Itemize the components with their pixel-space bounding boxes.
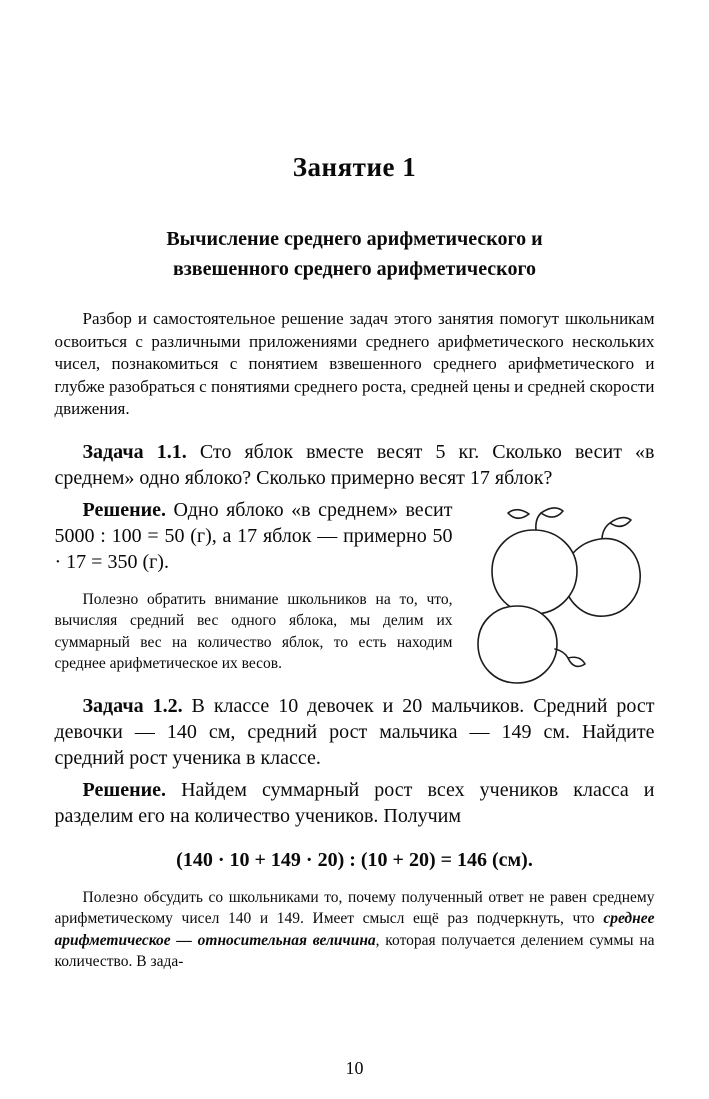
lesson-title-line2: взвешенного среднего арифметического <box>172 258 537 280</box>
note-2-paragraph <box>55 887 655 973</box>
note-2-emphasis: среднее арифметическое — относительная величина <box>54 910 655 949</box>
apples-drawing-icon <box>468 493 655 688</box>
lesson-title-line1: Вычисление среднего арифметического и <box>166 228 543 250</box>
formula-line: (140 · 10 + 149 · 20) : (10 + 20) = 146 (см). <box>176 848 533 871</box>
task-1-1-label: Задача 1.1. <box>82 440 187 463</box>
solution-1-1-label: Решение. <box>82 498 167 521</box>
lesson-title <box>55 224 655 284</box>
intro-paragraph: Разбор и самостоятельное решение задач этого занятия помогут школьникам освоиться с различными приложениями среднего арифметического нескольких чисел, познакомиться с понятием взвешенного среднего арифметического и глубже разобраться с понятиями среднего роста, средней цены и средней скорости движения. <box>54 309 655 418</box>
task-1-2-label: Задача 1.2. <box>82 694 183 717</box>
task-1-1-text: Сто яблок вместе весят 5 кг. Сколько весит «в среднем» одно яблоко? Сколько примерно весят 17 яблок? <box>54 440 655 489</box>
lesson-header: Занятие 1 <box>292 152 417 182</box>
note-1-paragraph: Полезно обратить внимание школьников на то, что, вычисляя средний вес одного яблока, мы делим их суммарный вес на количество яблок, то есть находим среднее арифметическое их весов. <box>54 590 453 672</box>
note-2-after: , которая получается делением суммы на количество. В зада- <box>54 931 655 970</box>
page-number: 10 <box>345 1058 364 1078</box>
task-1-2-text: В классе 10 девочек и 20 мальчиков. Средний рост девочки — 140 см, средний рост мальчика — 149 см. Найдите средний рост ученика в классе. <box>54 694 655 769</box>
solution-1-1-text: Одно яблоко «в среднем» весит 5000 : 100 = 50 (г), а 17 яблок — примерно 50 · 17 = 350 (г). <box>54 498 453 573</box>
apples-illustration <box>468 493 655 688</box>
task-1-2-paragraph <box>55 693 655 771</box>
note-2-before: Полезно обсудить со школьниками то, почему полученный ответ не равен среднему арифметическому чисел 140 и 149. Имеет смысл ещё раз подчеркнуть, что <box>54 888 655 927</box>
page-content <box>55 0 655 973</box>
task-1-1-paragraph <box>55 439 655 491</box>
solution-1-2-label: Решение. <box>82 778 167 801</box>
solution-1-2-text: Найдем суммарный рост всех учеников класса и разделим его на количество учеников. Получим <box>54 778 655 827</box>
solution-1-2-paragraph <box>55 777 655 829</box>
